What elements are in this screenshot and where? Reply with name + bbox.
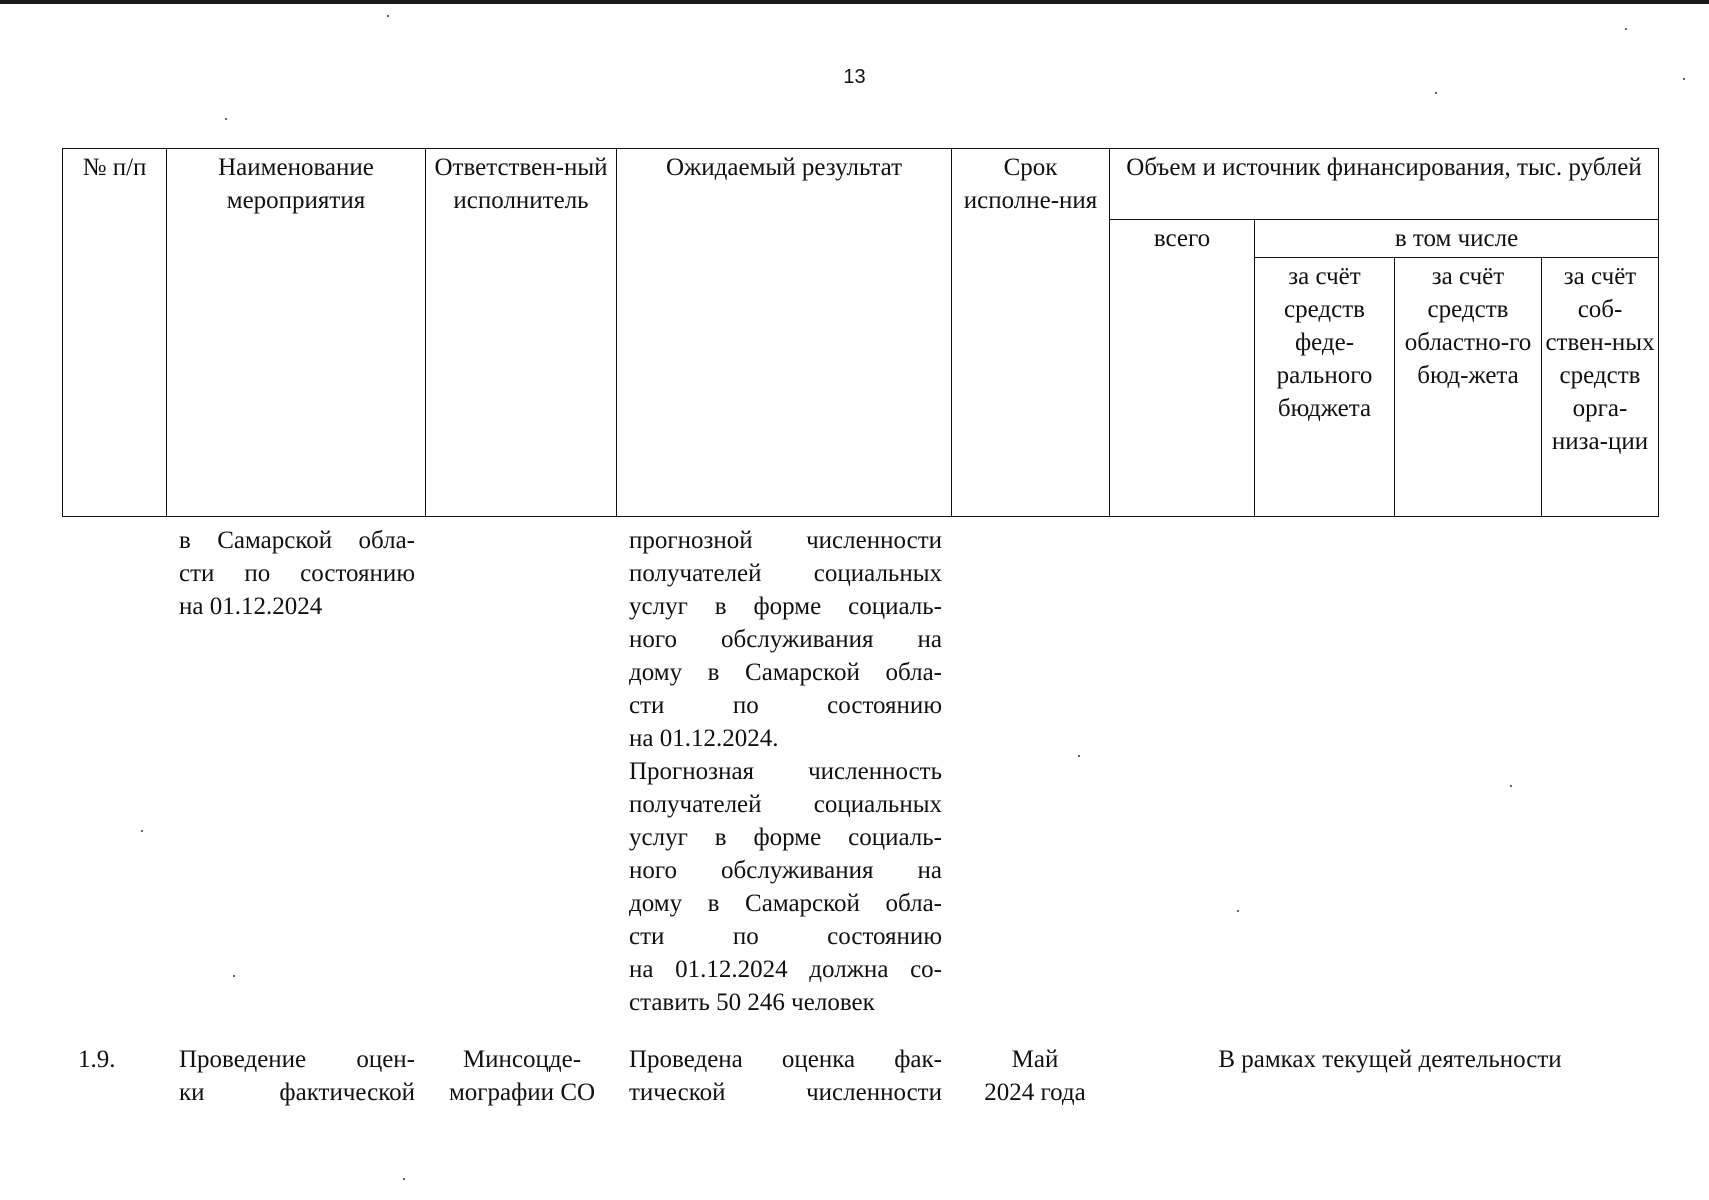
result-line: ного обслуживания на [629, 857, 942, 884]
result-line: получателей социальных [629, 560, 942, 587]
result-line: ного обслуживания на [629, 626, 942, 653]
row-number: 1.9. [78, 1046, 116, 1073]
name-line: сти по состоянию [179, 560, 415, 587]
result-line: тической численности [629, 1079, 942, 1106]
table-header [62, 148, 1659, 517]
scan-speck [1625, 28, 1627, 30]
name-line: Проведение оцен- [179, 1046, 415, 1073]
row-expected-result [629, 1043, 942, 1109]
scan-speck [1683, 78, 1685, 80]
name-line: в Самарской обла- [179, 527, 415, 554]
result-line: Прогнозная численность [629, 758, 942, 785]
header-funding: Объем и источник финансирования, тыс. рублей [1110, 149, 1659, 220]
result-line: услуг в форме социаль- [629, 824, 942, 851]
header-responsible: Ответствен-ный исполнитель [426, 149, 617, 517]
header-federal-budget: за счёт средств феде-рального бюджета [1255, 258, 1395, 517]
header-deadline: Срок исполне-ния [952, 149, 1110, 517]
scan-speck [1510, 785, 1512, 787]
result-line: сти по состоянию [629, 923, 942, 950]
result-line: дому в Самарской обла- [629, 890, 942, 917]
result-line: услуг в форме социаль- [629, 593, 942, 620]
result-line: прогнозной численности [629, 527, 942, 554]
scan-speck [1078, 755, 1080, 757]
header-including: в том числе [1255, 220, 1659, 258]
result-line: получателей социальных [629, 791, 942, 818]
scan-speck [1237, 910, 1239, 912]
row-deadline [960, 1043, 1110, 1109]
responsible-line: мографии СО [448, 1079, 596, 1106]
deadline-line: 2024 года [984, 1079, 1086, 1106]
result-line: на 01.12.2024. [629, 725, 779, 752]
row-event-name [179, 1043, 415, 1109]
result-line: на 01.12.2024 должна со- [629, 956, 942, 983]
top-border-rule [0, 0, 1709, 4]
header-number: № п/п [63, 149, 167, 517]
scan-speck [403, 1178, 405, 1180]
responsible-line: Минсоцде- [462, 1046, 582, 1073]
header-regional-budget: за счёт средств областно-го бюд-жета [1395, 258, 1542, 517]
name-line: ки фактической [179, 1079, 415, 1106]
result-line: сти по состоянию [629, 692, 942, 719]
result-line: дому в Самарской обла- [629, 659, 942, 686]
continuation-result [629, 524, 942, 1019]
header-expected-result: Ожидаемый результат [617, 149, 952, 517]
scan-speck [225, 118, 227, 120]
continuation-name [179, 524, 415, 623]
header-own-funds: за счёт соб-ствен-ных средств орга-низа-ции [1542, 258, 1659, 517]
scan-speck [141, 830, 143, 832]
scan-speck [1435, 92, 1437, 94]
deadline-line: Май [1011, 1046, 1059, 1073]
row-responsible [432, 1043, 612, 1109]
scan-speck [233, 975, 235, 977]
header-total: всего [1110, 220, 1255, 517]
name-line: на 01.12.2024 [179, 593, 323, 620]
row-funding: В рамках текущей деятельности [1218, 1046, 1562, 1073]
result-line: ставить 50 246 человек [629, 989, 875, 1016]
scan-speck [387, 15, 389, 17]
page-number: 13 [843, 66, 866, 88]
header-event-name: Наименование мероприятия [167, 149, 426, 517]
result-line: Проведена оценка фак- [629, 1046, 942, 1073]
